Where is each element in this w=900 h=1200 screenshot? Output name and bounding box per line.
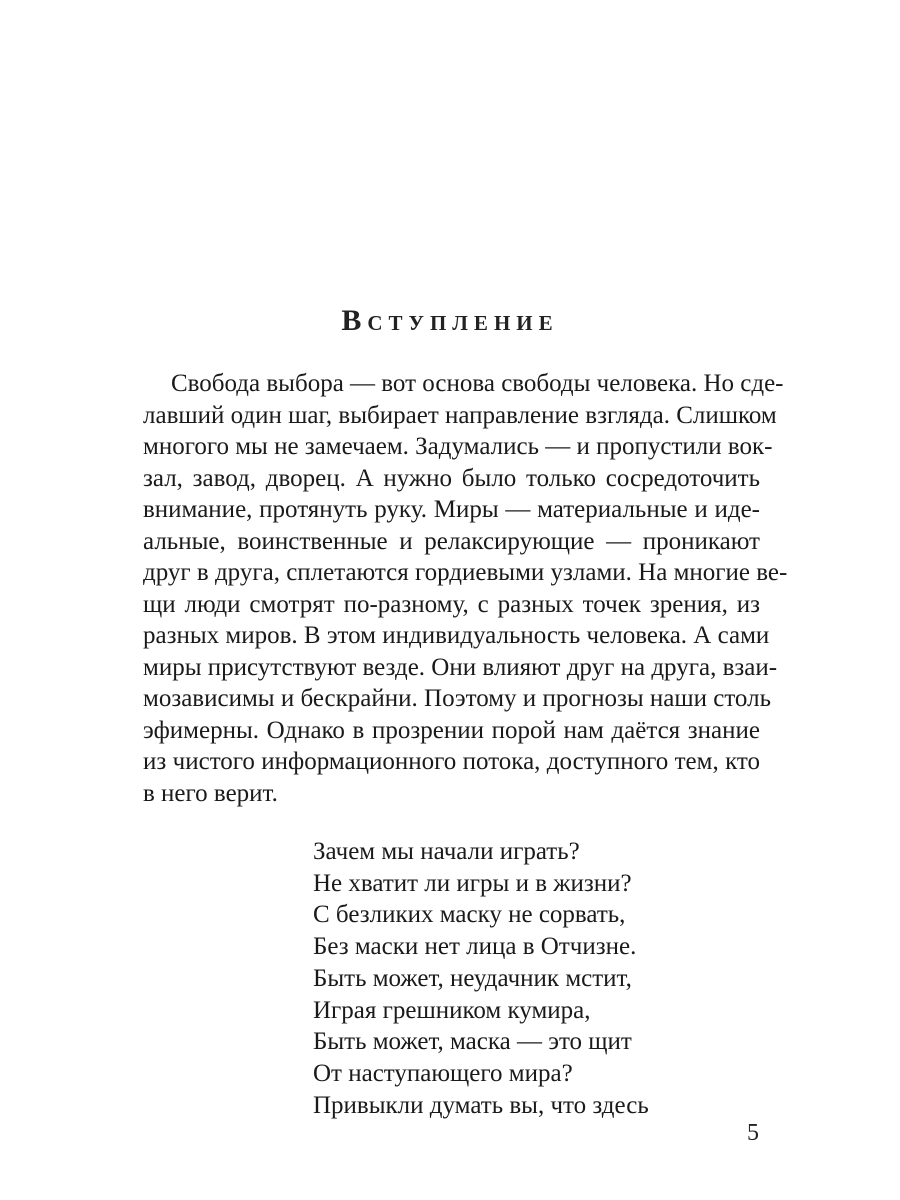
intro-line: мозависимы и бескрайни. Поэтому и прогнозы наши столь <box>143 685 771 712</box>
poem-line: От наступающего мира? <box>313 1059 573 1087</box>
poem-line: С безликих маску не сорвать, <box>313 901 626 929</box>
page-number: 5 <box>747 1120 759 1146</box>
intro-line: разных миров. В этом индивидуальность человека. А сами <box>143 622 770 649</box>
intro-line: из чистого информационного потока, доступного тем, кто <box>143 748 760 775</box>
poem-line: Зачем мы начали играть? <box>313 838 580 865</box>
poem-line: Быть может, неудачник мстит, <box>313 964 632 992</box>
intro-line: миры присутствуют везде. Они влияют друг на друга, взаи- <box>143 653 778 681</box>
intro-line: зал, завод, дворец. А нужно было только сосредоточить <box>143 464 760 492</box>
poem-line: Не хватит ли игры и в жизни? <box>313 869 632 897</box>
intro-line: лавший один шаг, выбирает направление взгляда. Слишком <box>143 401 777 429</box>
intro-line: внимание, протянуть руку. Миры — материальные и иде- <box>143 496 760 523</box>
intro-line: Свобода выбора — вот основа свободы человека. Но сде- <box>171 370 784 397</box>
intro-line: друг в друга, сплетаются гордиевыми узлами. На многие ве- <box>143 559 788 586</box>
intro-line: эфимерны. Однако в прозрении порой нам даётся знание <box>143 716 760 744</box>
poem-line: Быть может, маска — это щит <box>313 1028 632 1056</box>
intro-line: многого мы не замечаем. Задумались — и пропустили вок- <box>143 433 773 460</box>
intro-paragraph <box>143 368 788 809</box>
poem-line: Без маски нет лица в Отчизне. <box>313 933 637 961</box>
intro-line: альные, воинственные и релаксирующие — проникают <box>143 527 760 555</box>
chapter-heading: Вступление <box>341 304 559 337</box>
poem-line: Привыкли думать вы, что здесь <box>313 1091 649 1119</box>
poem-line: Играя грешником кумира, <box>313 996 591 1024</box>
intro-line: в него верит. <box>143 779 278 807</box>
intro-line: щи люди смотрят по-разному, с разных точек зрения, из <box>143 590 760 618</box>
poem-stanza <box>313 836 649 1121</box>
